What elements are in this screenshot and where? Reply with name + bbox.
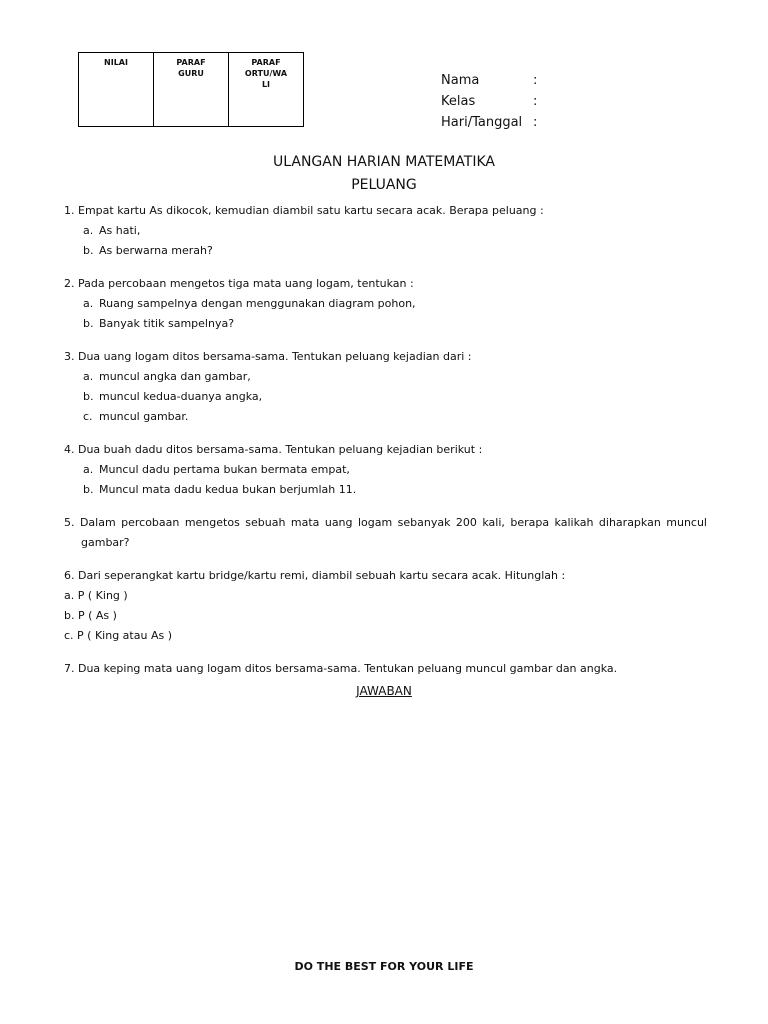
identity-row-kelas [441,91,537,112]
paraf-ortu-cell: PARAF ORTU/WA LI [229,53,304,127]
question-item [64,513,707,553]
question-text: 3. Dua uang logam ditos bersama-sama. Tentukan peluang kejadian dari : [64,350,472,363]
question-option: a. P ( King ) [64,589,128,602]
question-list [64,201,707,692]
question-item [64,440,707,500]
question-option: a. muncul angka dan gambar, [83,370,251,383]
question-item [64,566,707,646]
answer-heading: JAWABAN [356,684,412,698]
question-option: a. Muncul dadu pertama bukan bermata empat, [83,463,350,476]
identity-colon: : [533,94,538,109]
question-option: c. P ( King atau As ) [64,629,172,642]
question-item [64,274,707,334]
nilai-cell: NILAI [79,53,154,127]
student-identity [441,70,537,133]
question-option: b. P ( As ) [64,609,117,622]
question-text: 7. Dua keping mata uang logam ditos bersama-sama. Tentukan peluang muncul gambar dan angka. [64,662,618,675]
question-option: b. Banyak titik sampelnya? [83,317,235,330]
grade-table [78,52,304,127]
question-text: 1. Empat kartu As dikocok, kemudian diambil satu kartu secara acak. Berapa peluang : [64,204,544,217]
question-option: c. muncul gambar. [83,410,189,423]
question-option: b. muncul kedua-duanya angka, [83,390,263,403]
question-option: a. Ruang sampelnya dengan menggunakan diagram pohon, [83,297,416,310]
page-subtitle: PELUANG [351,177,417,193]
identity-label: Kelas [441,94,476,109]
question-item [64,347,707,427]
question-option: b. As berwarna merah? [83,244,213,257]
identity-row-hari-tanggal [441,112,537,133]
question-option: b. Muncul mata dadu kedua bukan berjumlah 11. [83,483,357,496]
question-text: 5. Dalam percobaan mengetos sebuah mata uang logam sebanyak 200 kali, berapa kalikah diharapkan muncul gambar? [64,516,707,549]
question-item [64,201,707,261]
identity-colon: : [533,115,538,130]
identity-label: Nama [441,73,480,88]
page-title: ULANGAN HARIAN MATEMATIKA [273,154,495,170]
paraf-guru-cell: PARAF GURU [154,53,229,127]
question-text: 4. Dua buah dadu ditos bersama-sama. Tentukan peluang kejadian berikut : [64,443,483,456]
footer-motto: DO THE BEST FOR YOUR LIFE [294,960,474,973]
identity-colon: : [533,73,538,88]
question-text: 2. Pada percobaan mengetos tiga mata uang logam, tentukan : [64,277,414,290]
question-text: 6. Dari seperangkat kartu bridge/kartu remi, diambil sebuah kartu secara acak. Hitunglah : [64,569,566,582]
identity-row-nama [441,70,537,91]
question-item [64,659,707,679]
identity-label: Hari/Tanggal [441,115,523,130]
question-option: a. As hati, [83,224,141,237]
